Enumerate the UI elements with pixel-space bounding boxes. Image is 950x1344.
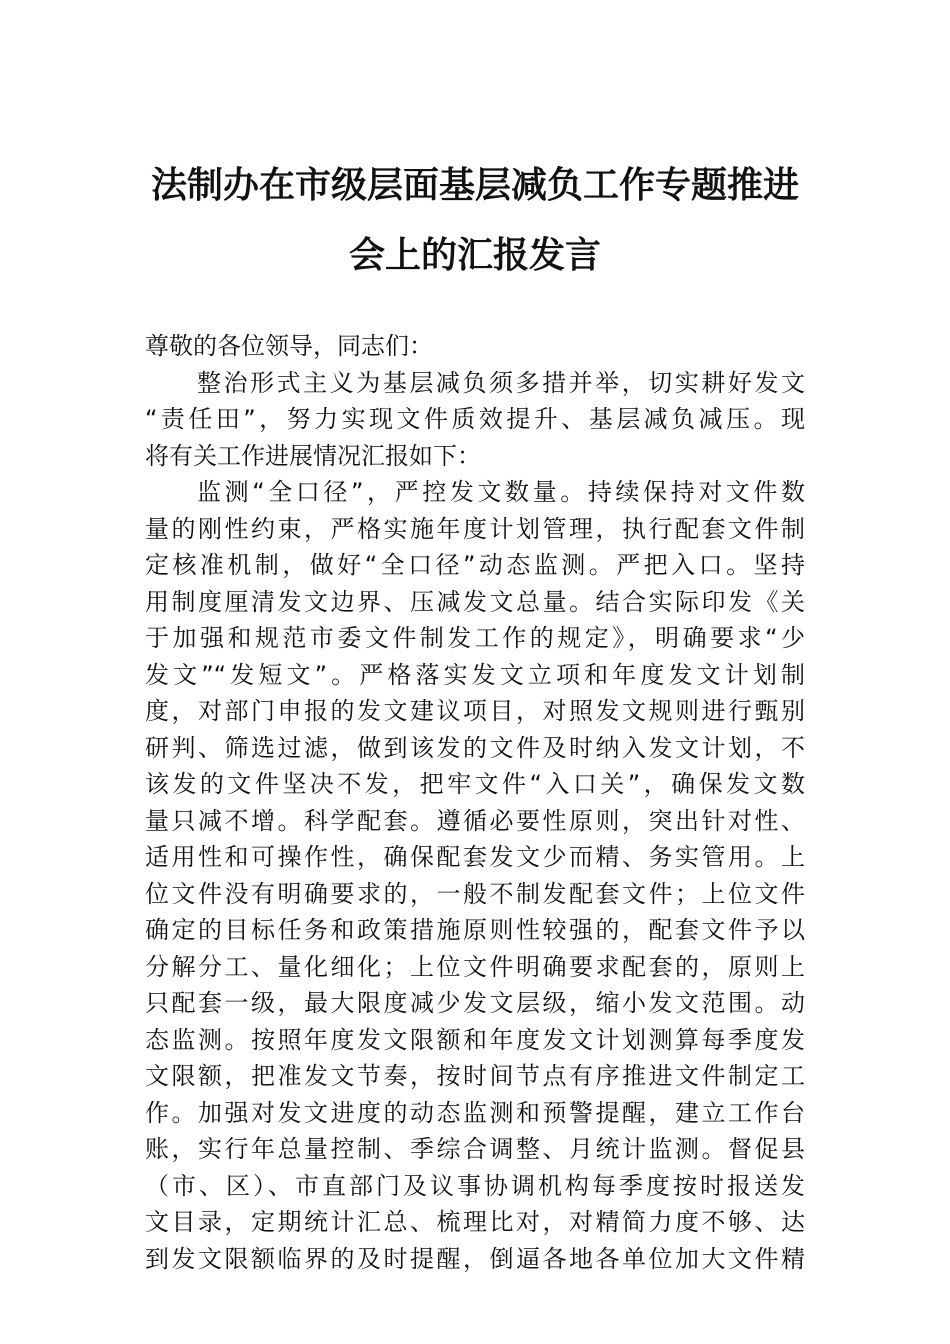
document-body: [145, 328, 805, 1277]
paragraph-2-line: （市、区）、市直部门及议事协调机构每季度按时报送发: [145, 1171, 805, 1200]
paragraph-2-line: 监测“全口径”，严控发文数量。持续保持对文件数: [197, 478, 805, 506]
paragraph-2-line: 只配套一级，最大限度减少发文层级，缩小发文范围。动: [145, 989, 805, 1017]
paragraph-2-line: 分解分工、量化细化；上位文件明确要求配套的，原则上: [145, 952, 805, 981]
paragraph-2-line: 研判、筛选过滤，做到该发的文件及时纳入发文计划，不: [145, 733, 805, 762]
paragraph-2-line: 作。加强对发文进度的动态监测和预警提醒，建立工作台: [145, 1098, 805, 1127]
paragraph-2-line: 用制度厘清发文边界、压减发文总量。结合实际印发《关: [145, 587, 805, 616]
paragraph-2-line: 该发的文件坚决不发，把牢文件“入口关”，确保发文数: [145, 770, 805, 798]
paragraph-2-line: 态监测。按照年度发文限额和年度发文计划测算每季度发: [145, 1025, 805, 1054]
paragraph-1-line: 将有关工作进展情况汇报如下：: [145, 441, 481, 470]
paragraph-2-line: 发文”“发短文”。严格落实发文立项和年度发文计划制: [145, 660, 805, 689]
paragraph-2-line: 位文件没有明确要求的，一般不制发配套文件；上位文件: [145, 879, 805, 908]
paragraph-2-line: 定核准机制，做好“全口径”动态监测。严把入口。坚持: [145, 551, 805, 579]
paragraph-2-line: 适用性和可操作性，确保配套发文少而精、务实管用。上: [145, 843, 805, 871]
salutation: 尊敬的各位领导，同志们：: [145, 332, 433, 360]
document-title-line-1: 法制办在市级层面基层减负工作专题推进: [150, 164, 799, 206]
paragraph-2-line: 确定的目标任务和政策措施原则性较强的，配套文件予以: [145, 916, 805, 944]
paragraph-1-line: 整治形式主义为基层减负须多措并举，切实耕好发文: [197, 368, 805, 397]
paragraph-2-line: 账，实行年总量控制、季综合调整、月统计监测。督促县: [145, 1135, 805, 1163]
paragraph-2-line: 于加强和规范市委文件制发工作的规定》，明确要求“少: [145, 624, 805, 652]
paragraph-2-line: 文限额，把准发文节奏，按时间节点有序推进文件制定工: [145, 1062, 805, 1090]
paragraph-2-line: 到发文限额临界的及时提醒，倒逼各地各单位加大文件精: [145, 1244, 805, 1273]
paragraph-2-line: 文目录，定期统计汇总、梳理比对，对精简力度不够、达: [145, 1208, 805, 1236]
paragraph-1-line: “责任田”，努力实现文件质效提升、基层减负减压。现: [145, 405, 805, 433]
paragraph-2-line: 量只减不增。科学配套。遵循必要性原则，突出针对性、: [145, 806, 805, 835]
paragraph-2-line: 量的刚性约束，严格实施年度计划管理，执行配套文件制: [145, 514, 805, 543]
paragraph-2-line: 度，对部门申报的发文建议项目，对照发文规则进行甄别: [145, 697, 805, 725]
document-title-line-2: 会上的汇报发言: [348, 234, 601, 276]
